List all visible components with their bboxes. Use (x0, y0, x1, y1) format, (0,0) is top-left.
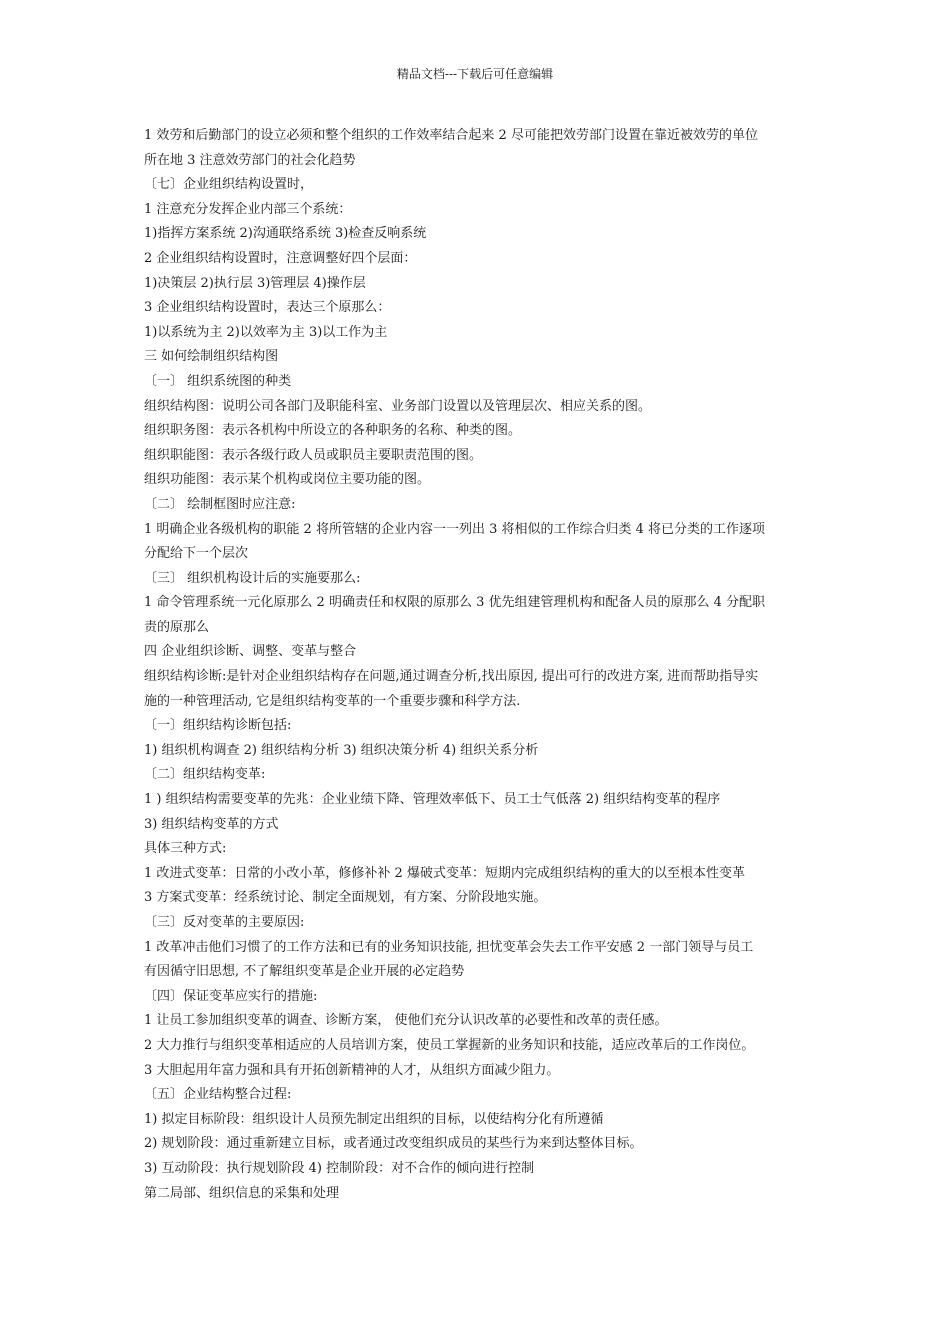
section-heading: 〔一〕 组织系统图的种类 (144, 373, 292, 389)
text-line: 1 改进式变革：日常的小改小革，修修补补 2 爆破式变革：短期内完成组织结构的重大的以至根本性变革 (144, 865, 745, 881)
text-line: 3 企业组织结构设置时，表达三个原那么： (144, 300, 391, 316)
text-line: 3 方案式变革：经系统讨论、制定全面规划，有方案、分阶段地实施。 (144, 890, 547, 906)
section-heading: 〔二〕 绘制框图时应注意: (144, 496, 296, 512)
section-heading: 〔二〕组织结构变革: (144, 767, 266, 783)
text-line: 有因循守旧思想, 不了解组织变革是企业开展的必定趋势 (144, 964, 465, 980)
text-line: 1)决策层 2)执行层 3)管理层 4)操作层 (144, 275, 366, 291)
text-line: 1)指挥方案系统 2)沟通联络系统 3)检查反响系统 (144, 226, 427, 242)
text-line: 2 大力推行与组织变革相适应的人员培训方案，使员工掌握新的业务知识和技能，适应改革后的工作岗位。 (144, 1037, 755, 1053)
text-line: 1 注意充分发挥企业内部三个系统： (144, 201, 352, 217)
text-line: 所在地 3 注意效劳部门的社会化趋势 (144, 152, 356, 168)
text-line: 1 改革冲击他们习惯了的工作方法和已有的业务知识技能, 担忧变革会失去工作平安感 2 一部门领导与员工 (144, 939, 754, 955)
section-heading: 〔五〕企业结构整合过程: (144, 1087, 292, 1103)
text-line: 1 ) 组织结构需要变革的先兆：企业业绩下降、管理效率低下、员工士气低落 2) 组织结构变革的程序 (144, 792, 721, 808)
text-line: 1 命令管理系统一元化原那么 2 明确责任和权限的原那么 3 优先组建管理机构和配备人员的原那么 4 分配职 (144, 595, 766, 611)
text-line: 1 让员工参加组织变革的调查、诊断方案， 使他们充分认识改革的必要性和改革的责任感。 (144, 1013, 668, 1029)
text-line: 分配给下一个层次 (144, 546, 249, 562)
text-line: 组织结构图：说明公司各部门及职能科室、业务部门设置以及管理层次、相应关系的图。 (144, 398, 652, 414)
section-heading: 〔七〕企业组织结构设置时， (144, 177, 314, 193)
text-line: 组织职务图：表示各机构中所设立的各种职务的名称、种类的图。 (144, 423, 522, 439)
text-line: 2 企业组织结构设置时，注意调整好四个层面： (144, 250, 417, 266)
text-line: 3) 组织结构变革的方式 (144, 816, 279, 832)
section-heading: 三 如何绘制组织结构图 (144, 349, 279, 365)
text-line: 组织职能图：表示各级行政人员或职员主要职责范围的图。 (144, 447, 483, 463)
section-heading: 第二局部、组织信息的采集和处理 (144, 1185, 340, 1201)
text-line: 1) 拟定目标阶段：组织设计人员预先制定出组织的目标，以使结构分化有所遵循 (144, 1111, 604, 1127)
text-line: 组织结构诊断:是针对企业组织结构存在问题,通过调查分析,找出原因, 提出可行的改进方案, 进而帮助指导实 (144, 669, 759, 685)
document-body (144, 124, 824, 1206)
section-heading: 〔一〕组织结构诊断包括: (144, 718, 292, 734)
text-line: 1 明确企业各级机构的职能 2 将所管辖的企业内容一一列出 3 将相似的工作综合归类 4 将已分类的工作逐项 (144, 521, 766, 537)
section-heading: 〔三〕反对变革的主要原因: (144, 915, 305, 930)
text-line: 组织功能图：表示某个机构或岗位主要功能的图。 (144, 472, 431, 488)
text-line: 3 大胆起用年富力强和具有开拓创新精神的人才，从组织方面减少阻力。 (144, 1062, 560, 1078)
text-line: 1) 组织机构调查 2) 组织结构分析 3) 组织决策分析 4) 组织关系分析 (144, 742, 539, 758)
text-line: 具体三种方式: (144, 841, 227, 857)
text-line: 责的原那么 (144, 619, 210, 635)
section-heading: 四 企业组织诊断、调整、变革与整合 (144, 644, 357, 660)
text-line: 1)以系统为主 2)以效率为主 3)以工作为主 (144, 324, 388, 340)
text-line: 3) 互动阶段：执行规划阶段 4) 控制阶段：对不合作的倾向进行控制 (144, 1160, 535, 1176)
page-header: 精品文档---下载后可任意编辑 (396, 67, 554, 81)
text-line: 施的一种管理活动, 它是组织结构变革的一个重要步骤和科学方法. (144, 693, 521, 709)
section-heading: 〔三〕 组织机构设计后的实施要那么: (144, 570, 361, 586)
section-heading: 〔四〕保证变革应实行的措施: (144, 988, 318, 1004)
text-line: 2) 规划阶段：通过重新建立目标，或者通过改变组织成员的某些行为来到达整体目标。 (144, 1136, 643, 1152)
text-line: 1 效劳和后勤部门的设立必须和整个组织的工作效率结合起来 2 尽可能把效劳部门设置在靠近被效劳的单位 (144, 128, 758, 143)
